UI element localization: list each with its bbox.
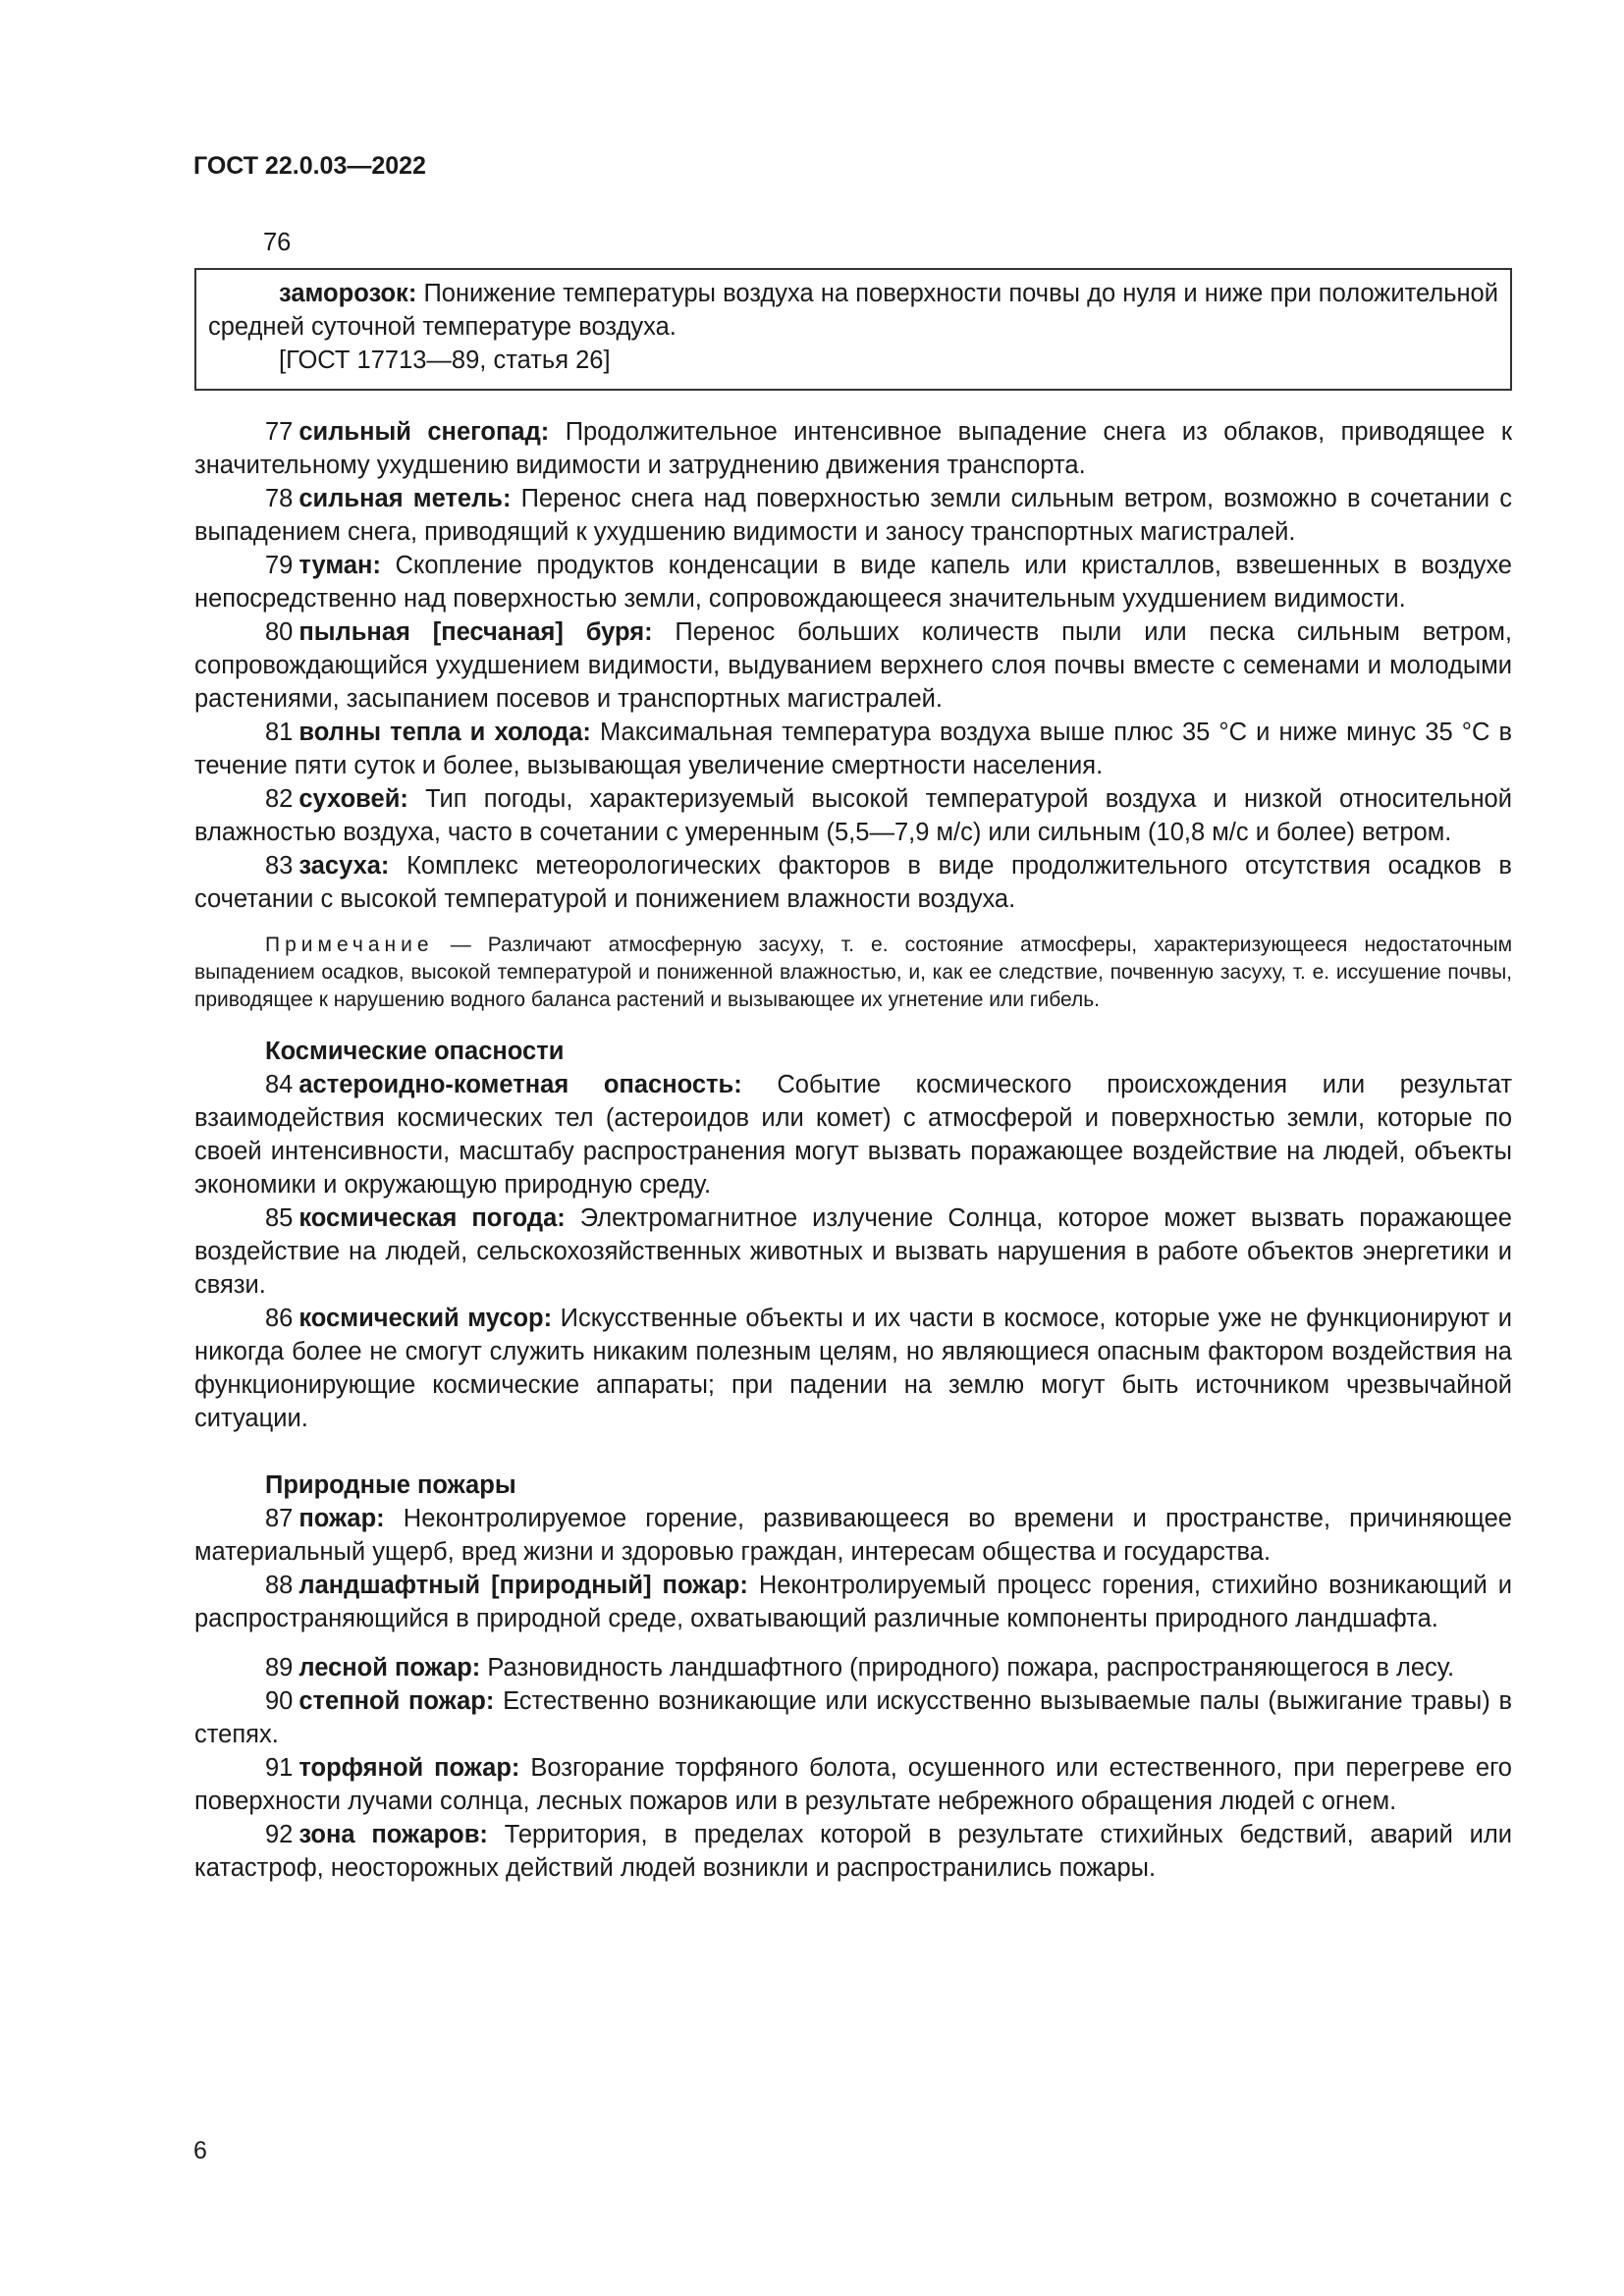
term: торфяной пожар: — [298, 1754, 520, 1782]
note-label: Примечание — [265, 934, 434, 956]
definition: Неконтролируемое горение, развивающееся во времени и пространстве, причиняющее материальный ущерб, вред жизни и здоровью граждан, интересам общества и государства. — [194, 1505, 1512, 1566]
definition: Событие космического происхождения или результат взаимодействия космических тел (астероидов или комет) с атмосферой и поверхностью земли, которые по своей интенсивности, масштабу распространения могут вызвать поражающее воздействие на людей, объекты экономики и окружающую природную среду. — [194, 1071, 1512, 1199]
term: сильный снегопад: — [298, 418, 550, 446]
term: волны тепла и холода: — [298, 719, 591, 746]
entry-number: 80 — [265, 618, 294, 646]
term: пыльная [песчаная] буря: — [298, 618, 653, 646]
note-text: — Различают атмосферную засуху, т. е. состояние атмосферы, характеризующееся недостаточным выпадением осадков, высокой температурой и пониженной влажностью, и, как ее следствие, почвенную засуху, т. е. иссушение почвы, приводящее к нарушению водного баланса растений и вызывающее их угнетение или гибель. — [194, 934, 1512, 1011]
term-entry — [194, 849, 1512, 916]
definition: Перенос снега над поверхностью земли сильным ветром, возможно в сочетании с выпадением снега, приводящий к ухудшению видимости и заносу транспортных магистралей. — [194, 485, 1512, 546]
entries-weather — [194, 415, 1512, 916]
entry-number: 77 — [265, 418, 294, 446]
definition: Понижение температуры воздуха на поверхности почвы до нуля и ниже при положительной средней суточной температуре воздуха. — [208, 280, 1498, 341]
definition: Возгорание торфяного болота, осушенного или естественного, при перегреве его поверхности лучами солнца, лесных пожаров или в результате небрежного обращения людей с огнем. — [194, 1754, 1512, 1815]
definition: Скопление продуктов конденсации в виде капель или кристаллов, взвешенных в воздухе непосредственно над поверхностью земли, сопровождающееся значительным ухудшением видимости. — [194, 552, 1512, 613]
definition: Перенос больших количеств пыли или песка сильным ветром, сопровождающийся ухудшением видимости, выдуванием верхнего слоя почвы вместе с семенами и молодыми растениями, засыпанием посевов и транспортных магистралей. — [194, 618, 1512, 713]
entries-fires — [194, 1502, 1512, 1885]
term-entry — [194, 1651, 1512, 1684]
section-title-fires: Природные пожары — [265, 1471, 516, 1499]
term-entry — [194, 1502, 1512, 1569]
term-entry — [194, 782, 1512, 849]
note — [194, 932, 1512, 1014]
term: пожар: — [298, 1505, 385, 1532]
term: сильная метель: — [298, 485, 512, 512]
entry-number: 82 — [265, 785, 294, 813]
definition: Электромагнитное излучение Солнца, которое может вызвать поражающее воздействие на людей, сельскохозяйственных животных и вызвать нарушения в работе объектов энергетики и связи. — [194, 1204, 1512, 1299]
source-reference: [ГОСТ 17713—89, статья 26] — [279, 347, 611, 374]
term: космический мусор: — [298, 1305, 553, 1332]
term: астероидно-кометная опасность: — [298, 1071, 742, 1098]
term: зона пожаров: — [298, 1821, 488, 1848]
page-content — [194, 226, 1512, 1885]
term: заморозок: — [279, 280, 417, 307]
term-entry — [194, 482, 1512, 549]
term-entry — [194, 415, 1512, 482]
boxed-entry-number: 76 — [263, 229, 292, 256]
definition: Тип погоды, характеризуемый высокой температурой воздуха и низкой относительной влажностью воздуха, часто в сочетании с умеренным (5,5—7,9 м/с) или сильным (10,8 м/с и более) ветром. — [194, 785, 1512, 846]
term: ландшафтный [природный] пожар: — [298, 1572, 748, 1599]
term-entry — [194, 1569, 1512, 1635]
entry-number: 86 — [265, 1305, 294, 1332]
term: лесной пожар: — [298, 1654, 481, 1682]
term: степной пожар: — [298, 1687, 495, 1715]
entry-number: 87 — [265, 1505, 294, 1532]
definition: Максимальная температура воздуха выше плюс 35 °C и ниже минус 35 °C в течение пяти суток и более, вызывающая увеличение смертности населения. — [194, 719, 1513, 779]
definition: Естественно возникающие или искусственно вызываемые палы (выжигание травы) в степях. — [194, 1687, 1512, 1748]
term-entry — [194, 716, 1512, 782]
term-entry — [194, 1818, 1512, 1885]
boxed-entry — [208, 277, 1498, 344]
term-entry — [194, 1302, 1512, 1435]
entry-number: 91 — [265, 1754, 294, 1782]
reference-box — [194, 268, 1512, 391]
term-entry — [194, 1684, 1512, 1751]
term-entry — [194, 1751, 1512, 1818]
entry-number: 78 — [265, 485, 294, 512]
definition: Комплекс метеорологических факторов в виде продолжительного отсутствия осадков в сочетании с высокой температурой и понижением влажности воздуха. — [194, 852, 1512, 913]
entry-number: 84 — [265, 1071, 294, 1098]
term-entry — [194, 1201, 1512, 1302]
term-entry — [194, 549, 1512, 615]
definition: Разновидность ландшафтного (природного) пожара, распространяющегося в лесу. — [487, 1654, 1455, 1682]
term: туман: — [298, 552, 381, 579]
definition: Территория, в пределах которой в результате стихийных бедствий, аварий или катастроф, неосторожных действий людей возникли и распространились пожары. — [194, 1821, 1512, 1882]
entry-number: 89 — [265, 1654, 294, 1682]
entry-number: 83 — [265, 852, 294, 880]
entry-number: 79 — [265, 552, 294, 579]
section-title-space: Космические опасности — [265, 1038, 565, 1065]
entry-number: 85 — [265, 1204, 294, 1232]
entry-number: 81 — [265, 719, 294, 746]
term-entry — [194, 615, 1512, 716]
definition: Искусственные объекты и их части в космосе, которые уже не функционируют и никогда более не смогут служить никаким полезным целям, но являющиеся опасным фактором воздействия на функционирующие космические аппараты; при падении на землю могут быть источником чрезвычайной ситуации. — [194, 1305, 1512, 1432]
term: суховей: — [298, 785, 408, 813]
term: космическая погода: — [298, 1204, 566, 1232]
page-header: ГОСТ 22.0.03—2022 — [193, 152, 426, 180]
term-entry — [194, 1068, 1512, 1201]
entries-space — [194, 1068, 1512, 1435]
page-number: 6 — [193, 2137, 207, 2164]
entry-number: 90 — [265, 1687, 294, 1715]
definition: Продолжительное интенсивное выпадение снега из облаков, приводящее к значительному ухудшению видимости и затруднению движения транспорта. — [194, 418, 1513, 479]
definition: Неконтролируемый процесс горения, стихийно возникающий и распространяющийся в природной среде, охватывающий различные компоненты природного ландшафта. — [194, 1572, 1512, 1632]
entry-number: 88 — [265, 1572, 294, 1599]
entry-number: 92 — [265, 1821, 294, 1848]
term: засуха: — [298, 852, 390, 880]
